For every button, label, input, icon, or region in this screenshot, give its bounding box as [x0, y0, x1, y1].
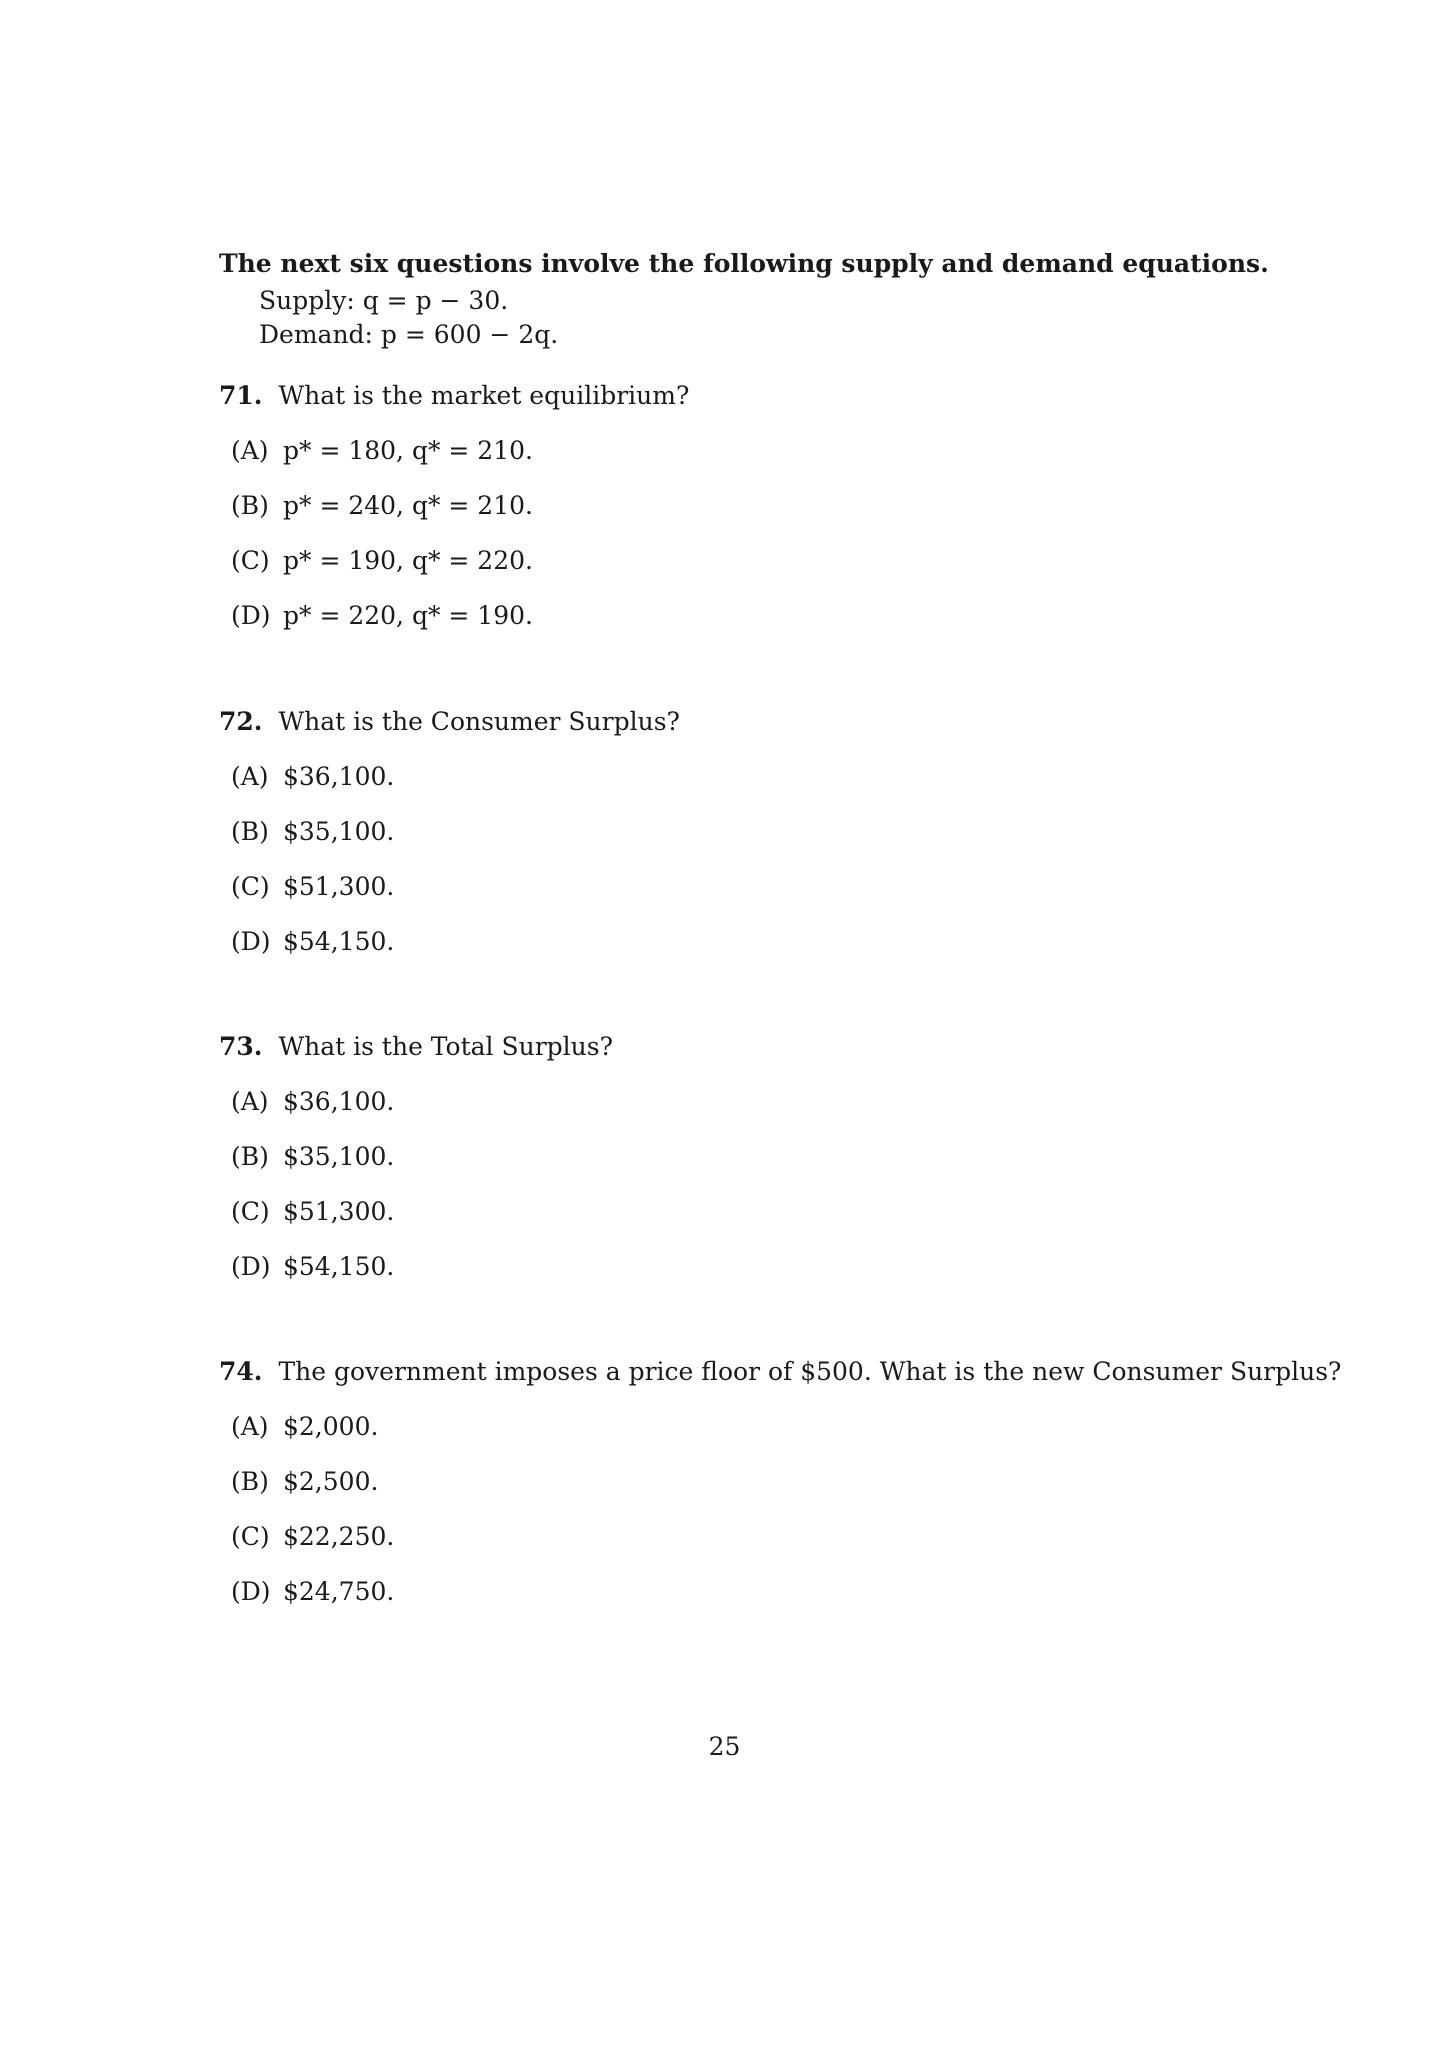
choice-letter: (B) — [231, 1467, 269, 1496]
question-73 — [219, 1029, 1319, 1285]
question-header — [219, 704, 1319, 740]
answer-choice — [219, 869, 1319, 905]
supply-equation: Supply: q = p − 30. — [259, 286, 509, 315]
question-text: What is the Total Surplus? — [278, 1032, 613, 1061]
choice-letter: (A) — [231, 436, 269, 465]
choice-text: p* = 220, q* = 190. — [283, 601, 533, 630]
choice-letter: (A) — [231, 1087, 269, 1116]
question-number: 73. — [219, 1032, 263, 1061]
choice-letter: (A) — [231, 1412, 269, 1441]
question-text: The government imposes a price floor of $500. What is the new Consumer Surplus? — [278, 1357, 1342, 1386]
choice-letter: (D) — [231, 927, 271, 956]
choice-text: $24,750. — [283, 1577, 395, 1606]
choice-text: $51,300. — [283, 1197, 395, 1226]
choice-letter: (B) — [231, 491, 269, 520]
page-number: 25 — [708, 1732, 741, 1761]
choice-letter: (C) — [231, 872, 270, 901]
intro-title: The next six questions involve the following supply and demand equations. — [219, 249, 1269, 278]
choice-letter: (D) — [231, 601, 271, 630]
choice-text: $36,100. — [283, 1087, 395, 1116]
choice-letter: (A) — [231, 762, 269, 791]
answer-choice — [219, 1574, 1319, 1610]
question-74 — [219, 1354, 1342, 1610]
question-72 — [219, 704, 1319, 960]
answer-choice — [219, 1409, 1319, 1445]
choice-letter: (C) — [231, 1522, 270, 1551]
choice-text: $2,500. — [283, 1467, 379, 1496]
intro-block — [219, 244, 1269, 352]
choice-letter: (C) — [231, 1197, 270, 1226]
answer-choice — [219, 1519, 1319, 1555]
choice-letter: (B) — [231, 1142, 269, 1171]
choice-text: $51,300. — [283, 872, 395, 901]
question-text: What is the Consumer Surplus? — [278, 707, 680, 736]
answer-choice — [219, 433, 1319, 469]
choice-text: $35,100. — [283, 1142, 395, 1171]
question-number: 74. — [219, 1357, 263, 1386]
answer-choice — [219, 1249, 1319, 1285]
question-number: 72. — [219, 707, 263, 736]
question-71 — [219, 378, 1319, 634]
question-header — [219, 378, 1319, 414]
choice-text: $35,100. — [283, 817, 395, 846]
answer-choice — [219, 543, 1319, 579]
choice-text: $22,250. — [283, 1522, 395, 1551]
choice-letter: (B) — [231, 817, 269, 846]
demand-equation: Demand: p = 600 − 2q. — [259, 320, 559, 349]
question-text: What is the market equilibrium? — [278, 381, 690, 410]
choice-text: $2,000. — [283, 1412, 379, 1441]
choice-text: $54,150. — [283, 1252, 395, 1281]
answer-choice — [219, 1194, 1319, 1230]
choice-letter: (D) — [231, 1577, 271, 1606]
answer-choice — [219, 488, 1319, 524]
answer-choice — [219, 924, 1319, 960]
answer-choice — [219, 759, 1319, 795]
question-header — [219, 1354, 1342, 1390]
choice-text: $54,150. — [283, 927, 395, 956]
choice-text: p* = 190, q* = 220. — [283, 546, 533, 575]
answer-choice — [219, 1464, 1319, 1500]
question-number: 71. — [219, 381, 263, 410]
answer-choice — [219, 1084, 1319, 1120]
answer-choice — [219, 814, 1319, 850]
answer-choice — [219, 598, 1319, 634]
choice-text: p* = 180, q* = 210. — [283, 436, 533, 465]
choice-text: $36,100. — [283, 762, 395, 791]
question-header — [219, 1029, 1319, 1065]
choice-letter: (D) — [231, 1252, 271, 1281]
choice-text: p* = 240, q* = 210. — [283, 491, 533, 520]
choice-letter: (C) — [231, 546, 270, 575]
answer-choice — [219, 1139, 1319, 1175]
